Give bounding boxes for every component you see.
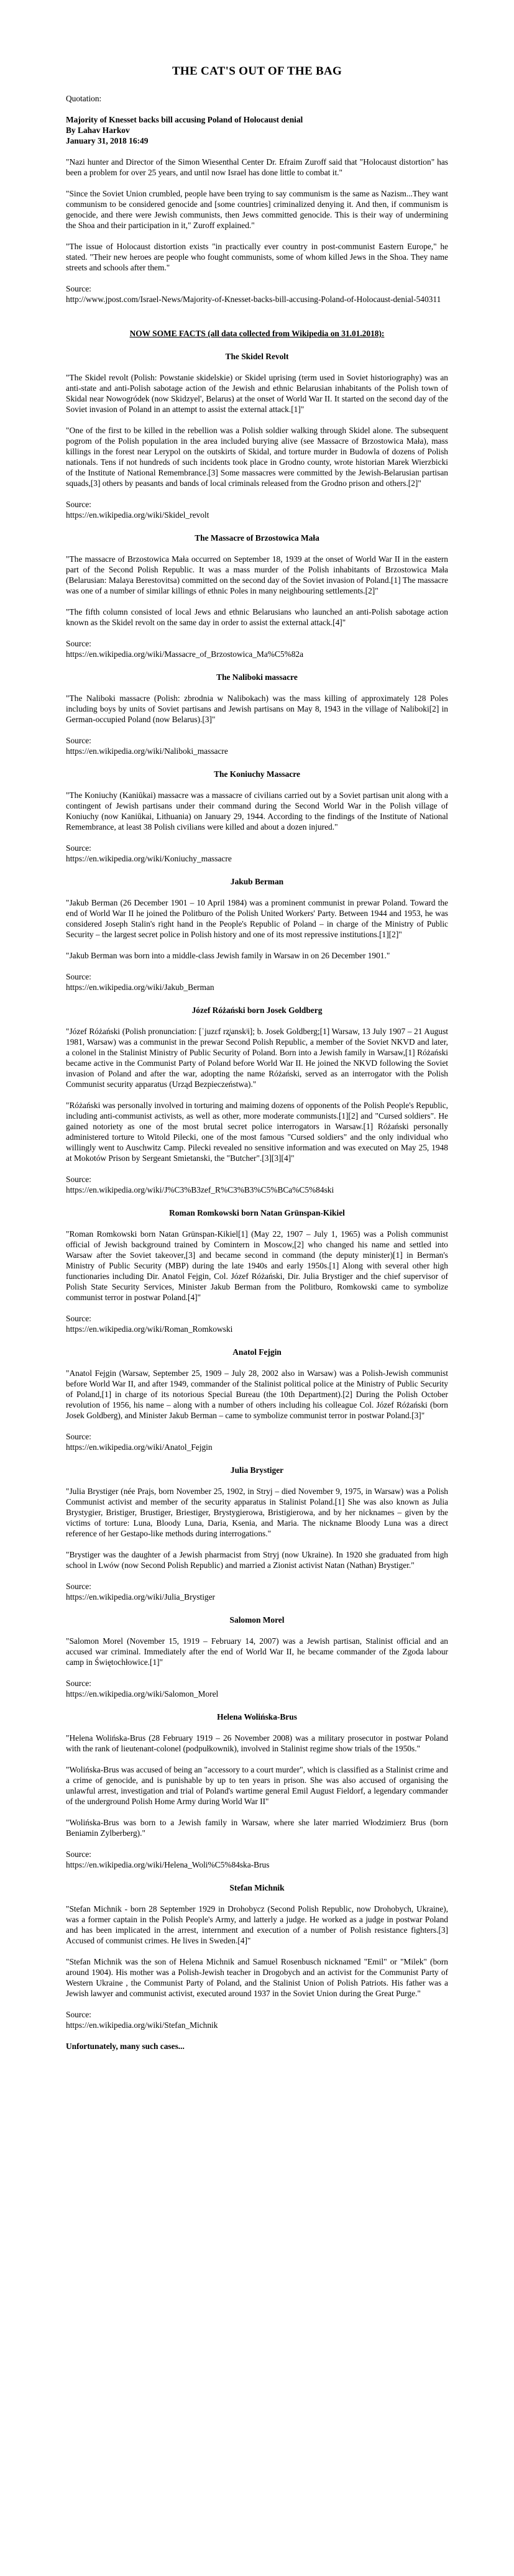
section-title: The Naliboki massacre [216,672,298,682]
source-url: https://en.wikipedia.org/wiki/J%C3%B3zef_R%C3%B3%C5%BCa%C5%84ski [66,1185,334,1194]
article-paragraph: "The issue of Holocaust distortion exists "in practically ever country in post-communist Eastern Europe," he stated. "Their new heroes are people who fought communists, some of whom killed Jews in the Shoa. They name streets and schools after them." [66,242,448,272]
page-title: THE CAT'S OUT OF THE BAG [172,65,342,78]
section-paragraph: "Różański was personally involved in torturing and maiming dozens of opponents of the Polish People's Republic, including anti-communist activists, as well as other, more moderate communists.[1][2] and "Cursed soldiers". He gained notoriety as one of the most brutal secret police interrogators in Warsaw.[1] Różański personally administered torture to Witold Pilecki, one of the most famous "Cursed soldiers" and the only individual who willingly went to Auschwitz Camp. Pilecki revealed no sensitive information and was executed on May 25, 1948 at Mokotów Prison by Sergeant Smietanski, the "Butcher".[3][3][4]" [66,1101,448,1163]
section-title: Jakub Berman [230,877,284,886]
quotation-label: Quotation: [66,94,102,103]
source-url: https://en.wikipedia.org/wiki/Koniuchy_massacre [66,854,232,863]
section-title: Józef Różański born Josek Goldberg [191,1006,323,1015]
source-url: https://en.wikipedia.org/wiki/Stefan_Michnik [66,2020,218,2030]
source-label: Source: [66,500,91,509]
source-url: https://en.wikipedia.org/wiki/Roman_Romkowski [66,1324,233,1334]
article-headline: Majority of Knesset backs bill accusing Poland of Holocaust denial [66,115,303,124]
closing-line: Unfortunately, many such cases... [66,2042,185,2051]
section-title: The Koniuchy Massacre [214,769,300,779]
source-url: https://en.wikipedia.org/wiki/Massacre_of_Brzostowica_Ma%C5%82a [66,649,304,659]
section-paragraph: "The Skidel revolt (Polish: Powstanie skidelskie) or Skidel uprising (term used in Soviet historiography) was an anti-state and anti-Polish sabotage action of the Jewish and ethnic Belarusian inhabitants of the Polish town of Skidal near Nowogródek (now Skidzyel', Belarus) at the onset of World War II. It started on the second day of the Soviet invasion of Poland in an attempt to assist the external attack.[1]" [66,373,448,414]
section-title: The Massacre of Brzostowica Mała [195,533,319,543]
section-source [66,735,448,756]
source-label: Source: [66,1432,91,1441]
source-label: Source: [66,736,91,745]
section-title: Salomon Morel [229,1615,285,1625]
section-source [66,1174,448,1195]
section-title: The Skidel Revolt [225,352,289,361]
section-source [66,499,448,520]
section-paragraph: "The fifth column consisted of local Jews and ethnic Belarusians who launched an anti-Polish sabotage action known as the Skidel revolt on the same day in order to assist the external attack.[4]" [66,607,448,627]
section-paragraph: "The Naliboki massacre (Polish: zbrodnia w Nalibokach) was the mass killing of approximately 128 Poles including boys by units of Soviet partisans and Jewish partisans on May 8, 1943 in the village of Naliboki[2] in German-occupied Poland (now Belarus).[3]" [66,694,448,724]
article-byline: By Lahav Harkov [66,126,130,135]
section-paragraph: "Jakub Berman was born into a middle-class Jewish family in Warsaw in on 26 December 1901." [66,951,390,960]
section-paragraph: "The Koniuchy (Kaniūkai) massacre was a massacre of civilians carried out by a Soviet partisan unit along with a contingent of Jewish partisans under their command during the Second World War in the Polish village of Koniuchy (now Kaniūkai, Lithuania) on January 29, 1944. According to the findings of the Institute of National Remembrance, at least 38 Polish civilians were killed and about a dozen injured." [66,791,448,832]
source-label: Source: [66,1582,91,1591]
article-date: January 31, 2018 16:49 [66,136,149,145]
source-label: Source: [66,1175,91,1184]
section-source [66,971,448,992]
section-source [66,843,448,864]
facts-banner: NOW SOME FACTS (all data collected from Wikipedia on 31.01.2018): [129,329,385,338]
article-paragraph: "Since the Soviet Union crumbled, people have been trying to say communism is the same as Nazism...They want communism to be considered genocide and [some countries] criminalized denying it. And then, if communism is genocide, and there were Jewish communists, then Jews committed genocide. This is their way of undermining the Shoa and their participation in it," Zuroff explained." [66,189,448,230]
section-paragraph: "Julia Brystiger (née Prajs, born November 25, 1902, in Stryj – died November 9, 1975, in Warsaw) was a Polish Communist activist and member of the security apparatus in Stalinist Poland.[1] She was also known as Julia Brystygier, Bristiger, Brustiger, Briestiger, Brystygierowa, Bristigierowa, and by her nicknames – given by the victims of torture: Luna, Bloody Luna, Daria, Ksenia, and Maria. The nickname Bloody Luna was a direct reference of her Gestapo-like methods during interrogations." [66,1487,448,1538]
section-paragraph: "Wolińska-Brus was accused of being an "accessory to a court murder", which is classified as a Stalinist crime and a crime of genocide, and is punishable by up to ten years in prison. She was also accused of organising the unlawful arrest, investigation and trial of Poland's wartime general Emil August Fieldorf, a legendary commander of the underground Polish Home Army during World War II" [66,1765,448,1806]
section-paragraph: "Anatol Fejgin (Warsaw, September 25, 1909 – July 28, 2002 also in Warsaw) was a Polish-Jewish communist before World War II, and after 1949, commander of the Stalinist political police at the Ministry of Public Security of Poland,[1] in charge of its notorious Special Bureau (the 10th Department).[2] During the Polish October revolution of 1956, his name – along with a number of others including his colleague Col. Józef Różański (born Josek Goldberg), and Minister Jakub Berman – came to symbolize communist terror in postwar Poland.[3]" [66,1368,448,1420]
source-url: https://en.wikipedia.org/wiki/Helena_Woli%C5%84ska-Brus [66,1860,270,1869]
source-label: Source: [66,1679,91,1688]
section-paragraph: "The massacre of Brzostowica Mała occurred on September 18, 1939 at the onset of World War II in the eastern part of the Second Polish Republic. It was a mass murder of the Polish inhabitants of Brzostowica Mała (Belarusian: Malaya Berestovitsa) committed on the second day of the Soviet invasion of Poland.[1] The massacre was one of a number of similar killings of ethnic Poles in many neighbouring settlements.[2]" [66,554,448,595]
section-paragraph: "Stefan Michnik was the son of Helena Michnik and Samuel Rosenbusch nicknamed "Emil" or "Milek" (born around 1904). His mother was a Polish-Jewish teacher in Drogobych and an activist for the Communist Party of Western Ukraine , the Communist Party of Poland, and the Stalinist Union of Polish Patriots. His father was a Jewish lawyer and communist activist, executed around 1937 in the Soviet Union during the Great Purge." [66,1957,448,1998]
source-label: Source: [66,843,91,853]
source-url: https://en.wikipedia.org/wiki/Salomon_Morel [66,1689,219,1698]
source-label: Source: [66,972,91,981]
section-title: Julia Brystiger [230,1465,284,1475]
source-url: https://en.wikipedia.org/wiki/Anatol_Fejgin [66,1442,213,1452]
source-url: https://en.wikipedia.org/wiki/Naliboki_massacre [66,746,228,756]
section-source [66,1431,448,1452]
article-source [66,283,448,305]
section-paragraph: "Józef Różański (Polish pronunciation: [ˈjuzɛf rʐ̥ʲanskʲi]; b. Josek Goldberg;[1] Warsaw, 13 July 1907 – 21 August 1981, Warsaw) was a communist in the prewar Second Polish Republic, a member of the Soviet NKVD and later, a colonel in the Stalinist Ministry of Public Security of Poland. Born into a Jewish family in Warsaw,[1] Różański became active in the Communist Party of Poland before World War II. He joined the NKVD following the Soviet invasion of Poland and after the war, adopting the name Różański, served as an interrogator with the Polish Communist security apparatus (Urząd Bezpieczeństwa)." [66,1027,448,1089]
source-url: https://en.wikipedia.org/wiki/Julia_Brystiger [66,1592,216,1602]
section-title: Roman Romkowski born Natan Grünspan-Kikiel [169,1208,345,1217]
source-url: https://en.wikipedia.org/wiki/Jakub_Berman [66,983,214,992]
article-header [66,114,448,146]
source-label: Source: [66,2010,91,2019]
section-source [66,1678,448,1699]
source-label: Source: [66,1849,91,1859]
section-source [66,1581,448,1602]
section-paragraph: "Salomon Morel (November 15, 1919 – February 14, 2007) was a Jewish partisan, Stalinist official and an accused war criminal. Immediately after the end of World War II, he became commander of the Zgoda labour camp in Świętochłowice.[1]" [66,1636,448,1667]
source-url: http://www.jpost.com/Israel-News/Majority-of-Knesset-backs-bill-accusing-Poland-of-Holocaust-denial-540311 [66,295,441,304]
section-source [66,1849,448,1870]
source-label: Source: [66,639,91,648]
section-paragraph: "Roman Romkowski born Natan Grünspan-Kikiel[1] (May 22, 1907 – July 1, 1965) was a Polish communist official of Jewish background trained by Comintern in Moscow,[2] who changed his name and settled into Warsaw after the Soviet takeover,[3] and became second in command (the deputy minister)[1] in Berman's Ministry of Public Security (MBP) during the late 1940s and early 1950s.[1] Along with several other high functionaries including Dir. Anatol Fejgin, Col. Józef Różański, Dir. Julia Brystiger and the chief supervisor of Polish State Security Services, Minister Jakub Berman from the Politburo, Romkowski came to symbolize communist terror in postwar Poland.[4]" [66,1229,448,1302]
source-label: Source: [66,1314,91,1323]
section-source [66,638,448,659]
section-paragraph: "Brystiger was the daughter of a Jewish pharmacist from Stryj (now Ukraine). In 1920 she graduated from high school in Lwów (now Second Polish Republic) and married a Zionist activist Natan (Nathan) Brystiger." [66,1550,448,1570]
section-paragraph: "One of the first to be killed in the rebellion was a Polish soldier walking through Skidel alone. The subsequent pogrom of the Polish population in the area included burying alive (see Massacre of Brzostowica Mała), mass killings in the forest near Lerypol on the outskirts of Skidal, and torture murder in Budowla of dozens of Polish nationals. Tens if not hundreds of such incidents took place in Grodno county, wrote historian Marek Wierzbicki of the Institute of National Remembrance.[3] Some massacres were committed by the Jewish-Belarusian partisan squads,[3] others by peasants and bands of local criminals released from the Grodno prison and others.[2]" [66,426,448,488]
section-title: Anatol Fejgin [232,1347,282,1357]
section-title: Stefan Michnik [229,1883,285,1892]
section-source [66,2009,448,2030]
section-paragraph: "Wolińska-Brus was born to a Jewish family in Warsaw, where she later married Włodzimierz Brus (born Beniamin Zylberberg)." [66,1818,448,1838]
section-paragraph: "Helena Wolińska-Brus (28 February 1919 – 26 November 2008) was a military prosecutor in postwar Poland with the rank of lieutenant-colonel (podpułkownik), involved in Stalinist regime show trials of the 1950s." [66,1733,448,1753]
article-paragraph: "Nazi hunter and Director of the Simon Wiesenthal Center Dr. Efraim Zuroff said that "Holocaust distortion" has been a problem for over 25 years, and until now Israel has done little to combat it." [66,157,448,177]
sections-container [66,351,448,2030]
section-source [66,1313,448,1334]
source-url: https://en.wikipedia.org/wiki/Skidel_revolt [66,510,209,520]
source-label: Source: [66,284,91,293]
section-title: Helena Wolińska-Brus [217,1712,297,1721]
section-paragraph: "Stefan Michnik - born 28 September 1929 in Drohobycz (Second Polish Republic, now Drohobych, Ukraine), was a former captain in the Polish People's Army, and latterly a judge. He worked as a judge in postwar Poland and has been implicated in the arrest, internment and execution of a number of Polish resistance fighters.[3] Accused of communist crimes. He lives in Sweden.[4]" [66,1904,448,1945]
section-paragraph: "Jakub Berman (26 December 1901 – 10 April 1984) was a prominent communist in prewar Poland. Toward the end of World War II he joined the Politburo of the Polish United Workers' Party. Between 1944 and 1953, he was considered Joseph Stalin's right hand in the People's Republic of Poland – in charge of the Ministry of Public Security – the largest secret police in Polish history and one of its most repressive institutions.[1][2]" [66,898,448,939]
